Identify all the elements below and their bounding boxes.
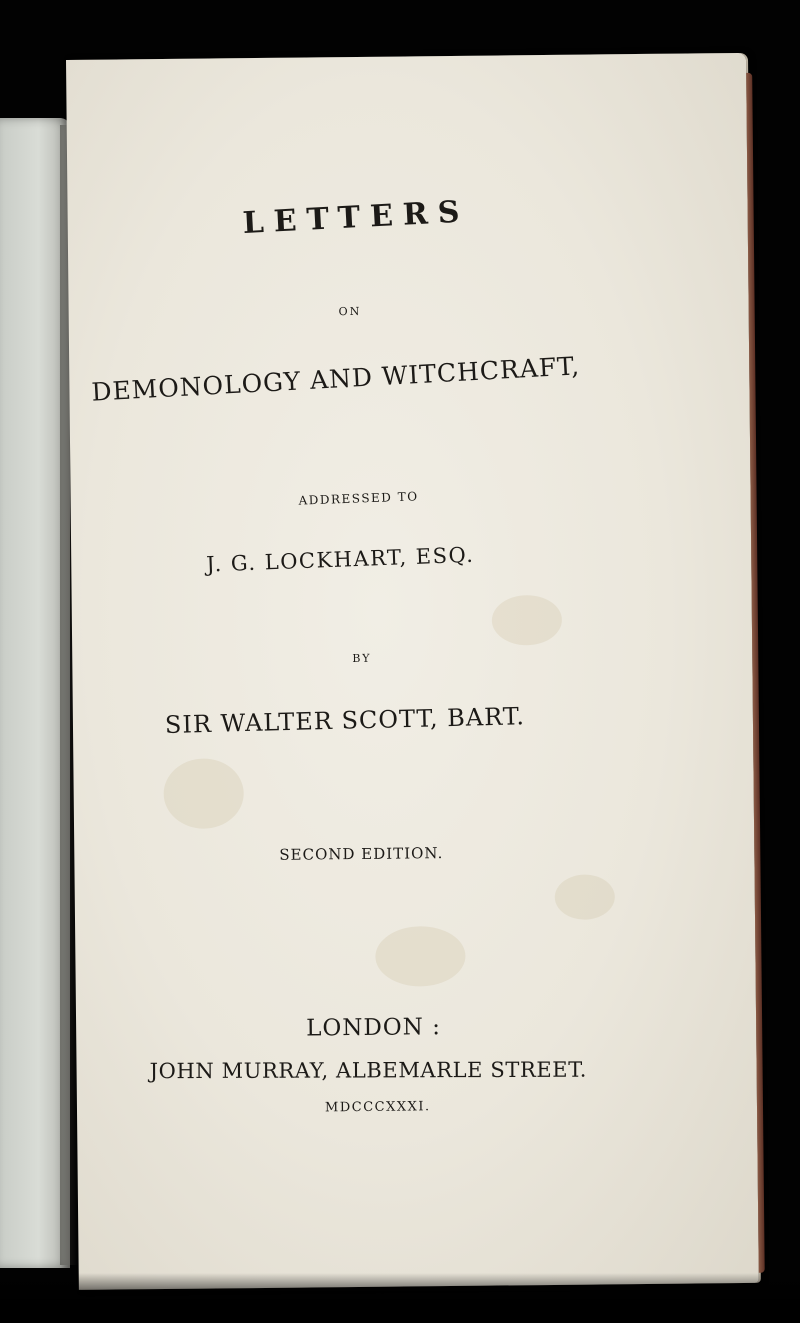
foxing-spot xyxy=(163,758,244,829)
by-label: BY xyxy=(352,651,372,666)
edition-label: SECOND EDITION. xyxy=(279,844,444,864)
addressed-to-label: ADDRESSED TO xyxy=(298,489,419,508)
book-title: LETTERS xyxy=(241,194,471,242)
recipient-name: J. G. LOCKHART, ESQ. xyxy=(205,542,475,577)
bottom-shadow xyxy=(0,1273,800,1323)
page-edge xyxy=(746,73,765,1273)
book-subject: DEMONOLOGY AND WITCHCRAFT, xyxy=(90,351,581,407)
foxing-spot xyxy=(555,874,615,920)
title-preposition: ON xyxy=(338,304,362,319)
title-page xyxy=(66,53,759,1290)
publication-date: MDCCCXXXI. xyxy=(324,1099,431,1116)
foxing-spot xyxy=(375,926,466,987)
author-name: SIR WALTER SCOTT, BART. xyxy=(164,702,526,739)
publisher-name: JOHN MURRAY, ALBEMARLE STREET. xyxy=(149,1057,588,1084)
foxing-spot xyxy=(492,595,563,646)
publication-place: LONDON : xyxy=(306,1014,442,1042)
